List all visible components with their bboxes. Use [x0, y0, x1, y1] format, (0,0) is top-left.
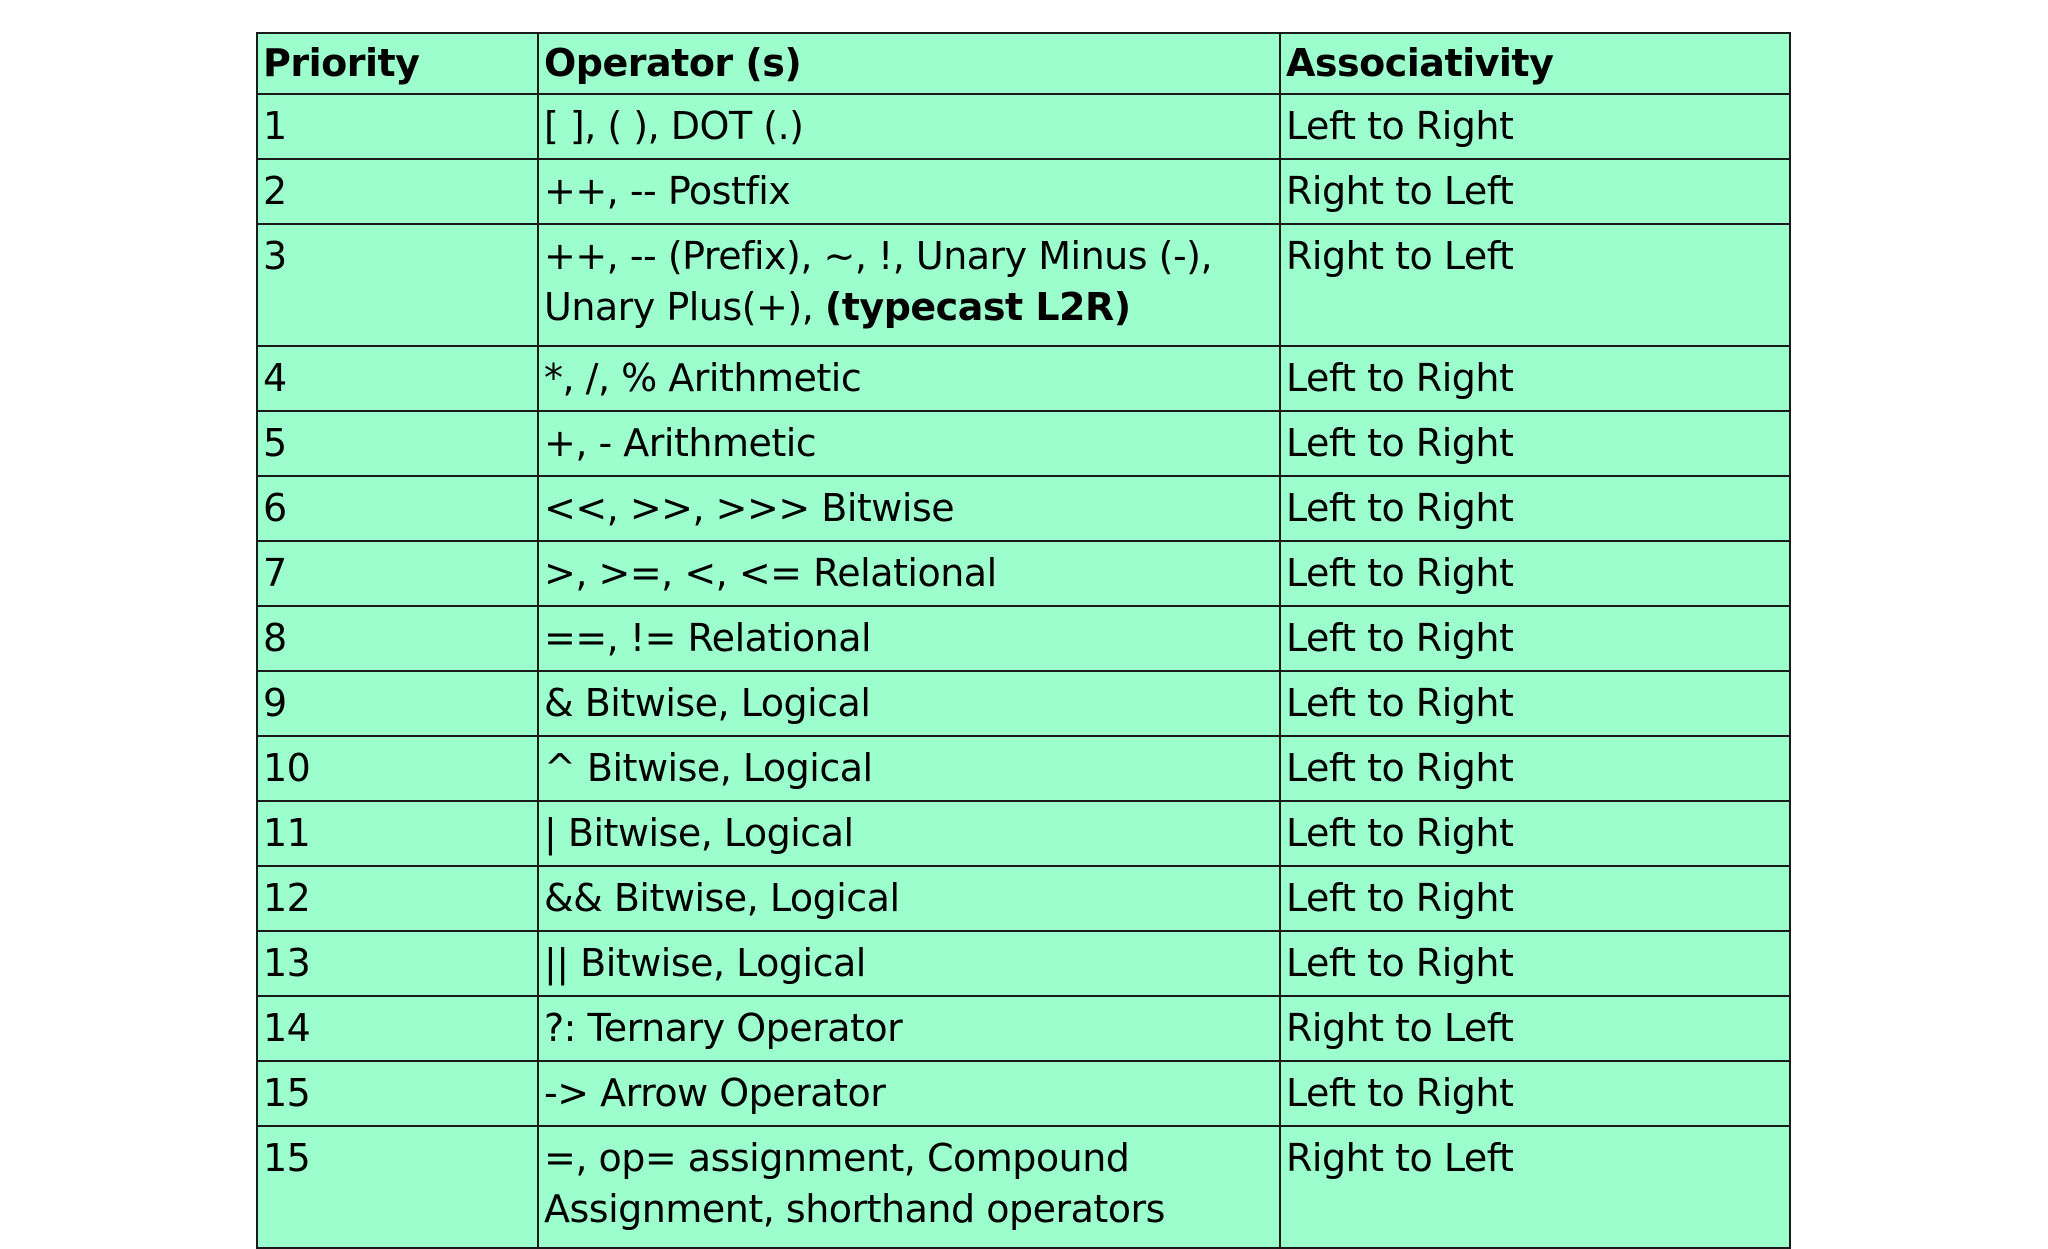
operator-text: ^ Bitwise, Logical [544, 746, 873, 790]
table-row [257, 671, 1790, 736]
cell-associativity: Left to Right [1280, 866, 1790, 931]
operator-text: <<, >>, >>> Bitwise [544, 486, 955, 530]
table-row [257, 736, 1790, 801]
cell-operators [538, 411, 1280, 476]
cell-operators [538, 866, 1280, 931]
table-row [257, 476, 1790, 541]
header-operators: Operator (s) [538, 33, 1280, 94]
table-row [257, 1061, 1790, 1126]
cell-priority: 5 [257, 411, 538, 476]
operator-text: ++, -- Postfix [544, 169, 791, 213]
cell-operators [538, 996, 1280, 1061]
cell-operators [538, 931, 1280, 996]
cell-associativity: Right to Left [1280, 224, 1790, 346]
cell-operators [538, 224, 1280, 346]
cell-associativity: Right to Left [1280, 159, 1790, 224]
operator-text: ++, -- (Prefix), ~, !, Unary Minus (-), Unary Plus(+), [544, 234, 1213, 329]
cell-associativity: Left to Right [1280, 541, 1790, 606]
cell-priority: 8 [257, 606, 538, 671]
cell-priority: 2 [257, 159, 538, 224]
cell-associativity: Left to Right [1280, 94, 1790, 159]
table-body [257, 94, 1790, 1248]
cell-priority: 6 [257, 476, 538, 541]
cell-operators [538, 476, 1280, 541]
operator-text: +, - Arithmetic [544, 421, 817, 465]
operator-text: [ ], ( ), DOT (.) [544, 104, 804, 148]
cell-associativity: Left to Right [1280, 411, 1790, 476]
cell-priority: 4 [257, 346, 538, 411]
cell-operators [538, 1126, 1280, 1248]
cell-operators [538, 541, 1280, 606]
cell-operators [538, 94, 1280, 159]
table-row [257, 996, 1790, 1061]
header-associativity: Associativity [1280, 33, 1790, 94]
cell-associativity: Left to Right [1280, 801, 1790, 866]
table-row [257, 346, 1790, 411]
cell-associativity: Left to Right [1280, 476, 1790, 541]
cell-priority: 15 [257, 1126, 538, 1248]
cell-associativity: Left to Right [1280, 671, 1790, 736]
table-row [257, 1126, 1790, 1248]
cell-priority: 13 [257, 931, 538, 996]
cell-priority: 10 [257, 736, 538, 801]
operator-text: || Bitwise, Logical [544, 941, 866, 985]
header-priority: Priority [257, 33, 538, 94]
table-row [257, 159, 1790, 224]
cell-operators [538, 606, 1280, 671]
table-row [257, 94, 1790, 159]
operator-text: =, op= assignment, Compound Assignment, shorthand operators [544, 1136, 1165, 1231]
operator-precedence-table-container [256, 32, 1789, 1231]
operator-text: >, >=, <, <= Relational [544, 551, 997, 595]
operator-text: && Bitwise, Logical [544, 876, 900, 920]
cell-associativity: Right to Left [1280, 996, 1790, 1061]
cell-associativity: Left to Right [1280, 606, 1790, 671]
cell-operators [538, 801, 1280, 866]
table-row [257, 801, 1790, 866]
cell-associativity: Left to Right [1280, 346, 1790, 411]
cell-operators [538, 159, 1280, 224]
table-row [257, 224, 1790, 346]
cell-operators [538, 1061, 1280, 1126]
cell-priority: 15 [257, 1061, 538, 1126]
operator-text: ?: Ternary Operator [544, 1006, 903, 1050]
operator-text: ==, != Relational [544, 616, 872, 660]
cell-priority: 1 [257, 94, 538, 159]
table-row [257, 931, 1790, 996]
table-row [257, 866, 1790, 931]
operator-text: | Bitwise, Logical [544, 811, 854, 855]
cell-priority: 7 [257, 541, 538, 606]
cell-operators [538, 736, 1280, 801]
operator-text: *, /, % Arithmetic [544, 356, 862, 400]
cell-associativity: Left to Right [1280, 736, 1790, 801]
table-header-row [257, 33, 1790, 94]
table-row [257, 541, 1790, 606]
cell-priority: 12 [257, 866, 538, 931]
operator-precedence-table [256, 32, 1791, 1249]
cell-priority: 3 [257, 224, 538, 346]
operator-bold-note: (typecast L2R) [824, 285, 1131, 329]
operator-text: & Bitwise, Logical [544, 681, 871, 725]
table-row [257, 411, 1790, 476]
cell-associativity: Left to Right [1280, 931, 1790, 996]
operator-text: -> Arrow Operator [544, 1071, 886, 1115]
cell-priority: 9 [257, 671, 538, 736]
cell-priority: 14 [257, 996, 538, 1061]
cell-priority: 11 [257, 801, 538, 866]
table-row [257, 606, 1790, 671]
cell-associativity: Right to Left [1280, 1126, 1790, 1248]
cell-operators [538, 346, 1280, 411]
cell-operators [538, 671, 1280, 736]
cell-associativity: Left to Right [1280, 1061, 1790, 1126]
